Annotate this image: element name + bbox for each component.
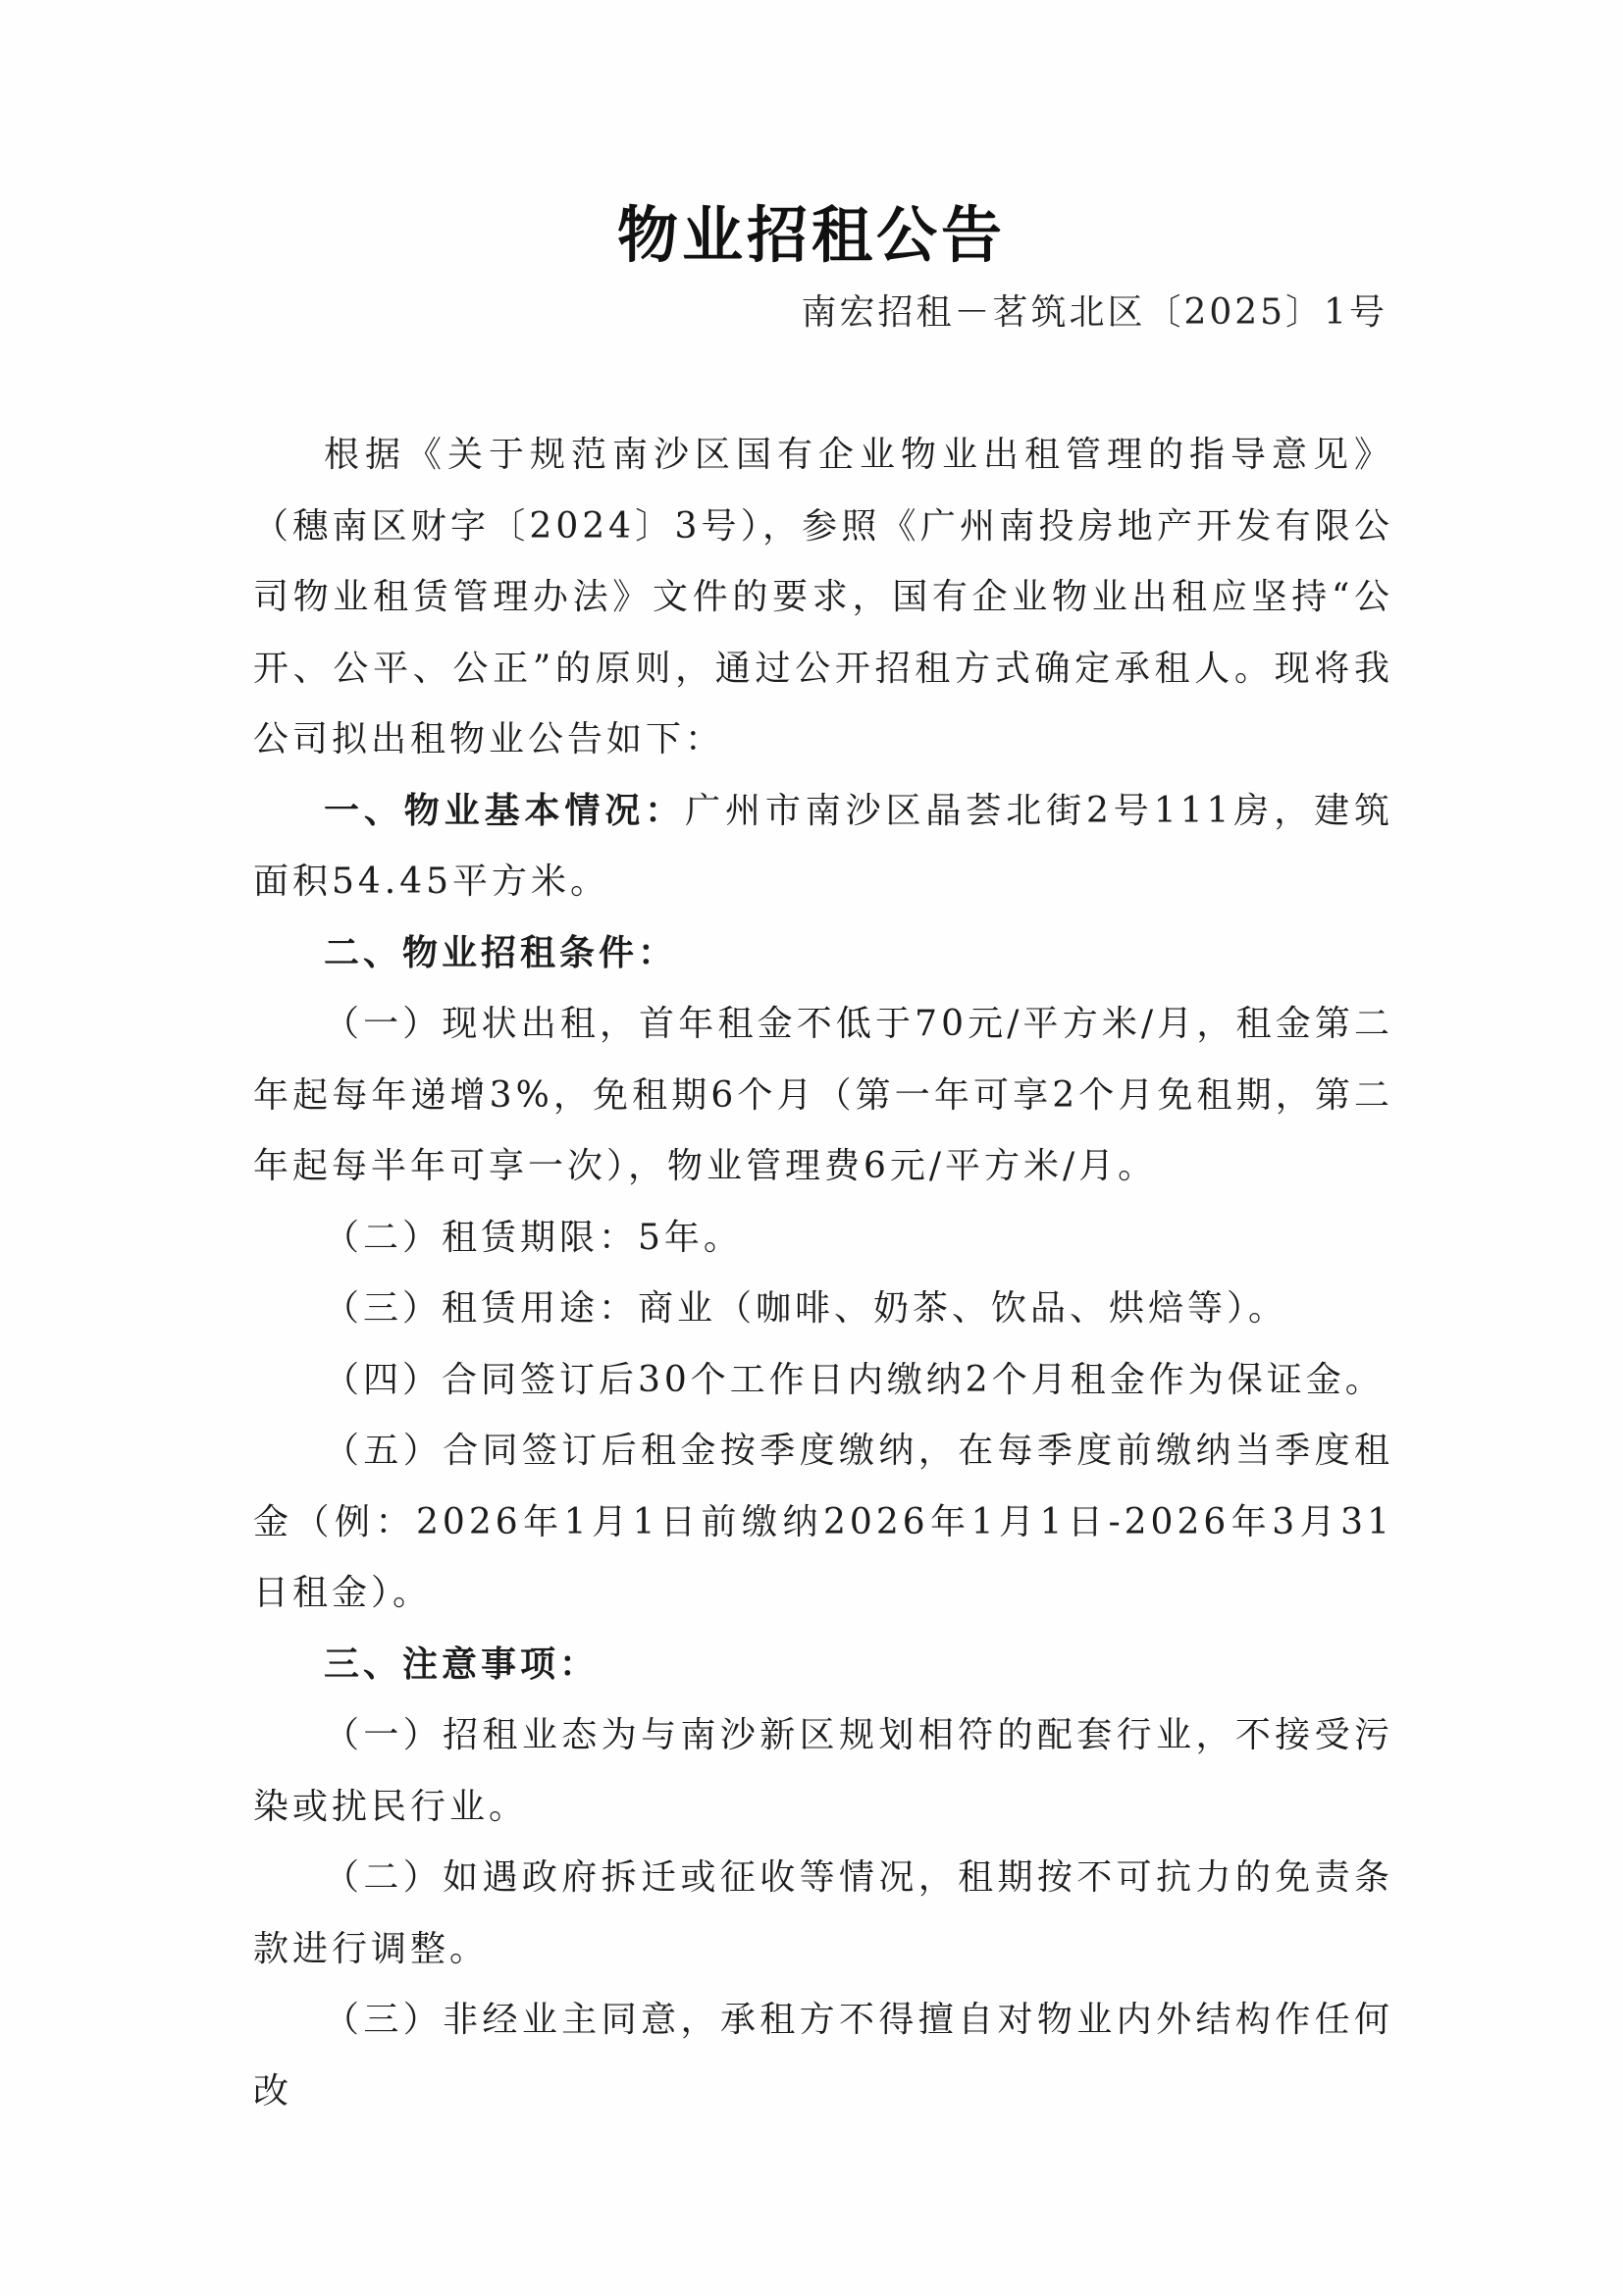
section-3-item: （三）非经业主同意，承租方不得擅自对物业内外结构作任何改 <box>253 2000 1393 2112</box>
section-2-item: （一）现状出租，首年租金不低于70元/平方米/月，租金第二年起每年递增3%，免租期6个月（第一年可享2个月免租期，第二年起每半年可享一次），物业管理费6元/平方米/月。 <box>253 1004 1393 1186</box>
document-title: 物业招租公告 <box>616 199 1006 271</box>
section-1-text: 广州市南沙区晶荟北街2号111房，建筑面积54.45平方米。 <box>253 790 1393 902</box>
section-2-item: （二）租赁期限：5年。 <box>324 1217 743 1258</box>
section-1 <box>253 776 1393 918</box>
section-3-item: （二）如遇政府拆迁或征收等情况，租期按不可抗力的免责条款进行调整。 <box>253 1857 1393 1969</box>
section-3-heading-line <box>253 1630 1393 1701</box>
section-3-heading: 三、注意事项： <box>324 1644 600 1685</box>
section-2-item: （四）合同签订后30个工作日内缴纳2个月租金作为保证金。 <box>324 1359 1385 1400</box>
section-1-heading: 一、物业基本情况： <box>324 790 686 831</box>
intro-paragraph: 根据《关于规范南沙区国有企业物业出租管理的指导意见》（穗南区财字〔2024〕3号），参照《广州南投房地产开发有限公司物业租赁管理办法》文件的要求，国有企业物业出租应坚持“公开、公平、公正”的原则，通过公开招租方式确定承租人。现将我公司拟出租物业公告如下： <box>253 435 1393 759</box>
section-2-item: （三）租赁用途：商业（咖啡、奶茶、饮品、烘焙等）。 <box>324 1288 1288 1329</box>
section-2-heading-line <box>253 918 1393 990</box>
document-body <box>253 420 1393 2127</box>
section-2-heading: 二、物业招租条件： <box>324 932 678 973</box>
document-number: 南宏招租－茗筑北区〔2025〕1号 <box>801 292 1387 333</box>
section-2-item: （五）合同签订后租金按季度缴纳，在每季度前缴纳当季度租金（例：2026年1月1日前缴纳2026年1月1日-2026年3月31日租金）。 <box>253 1431 1393 1613</box>
section-3-item: （一）招租业态为与南沙新区规划相符的配套行业，不接受污染或扰民行业。 <box>253 1715 1393 1827</box>
